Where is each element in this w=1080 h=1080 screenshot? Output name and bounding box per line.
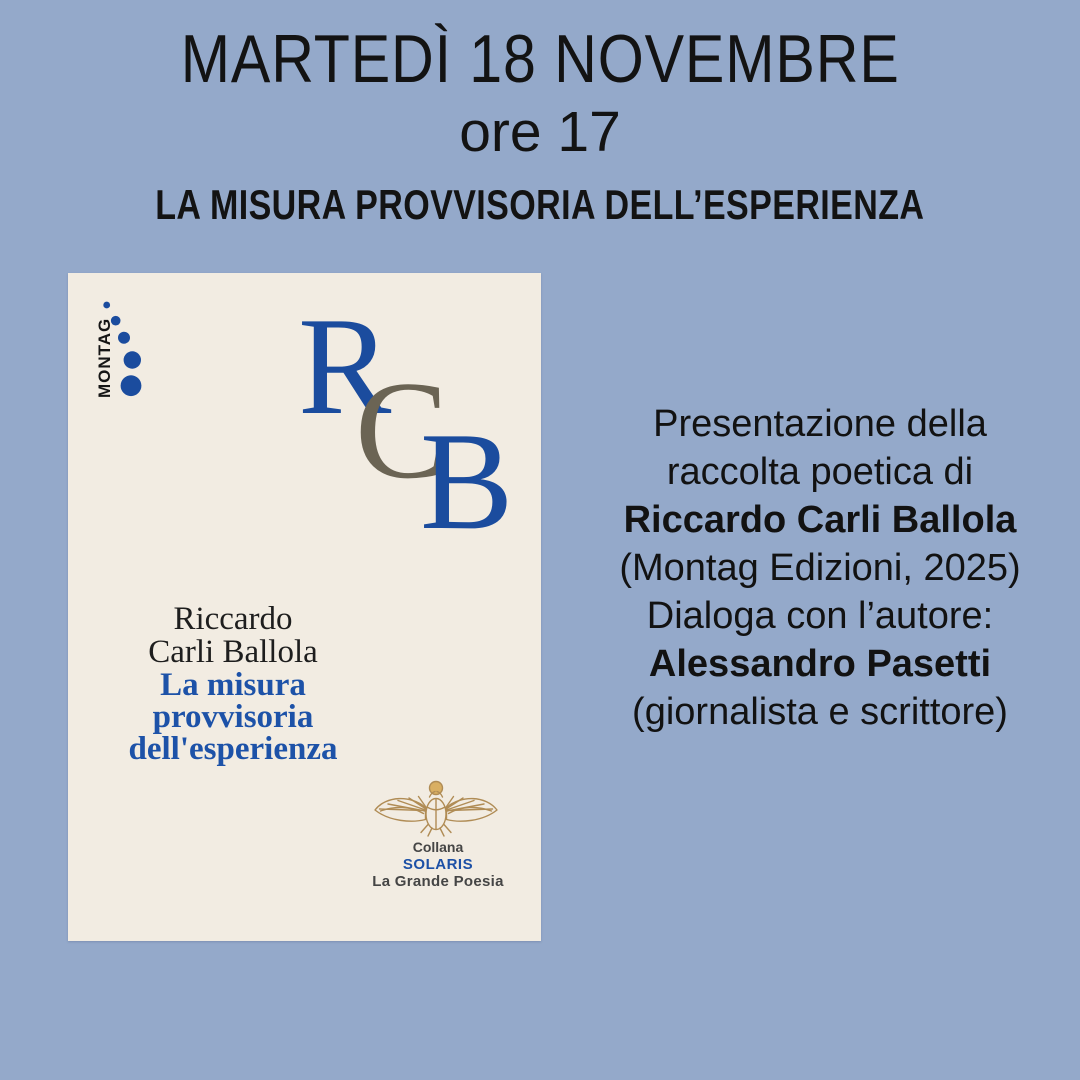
event-title (0, 181, 1080, 229)
announcement-line: Presentazione della (653, 403, 987, 445)
cover-title-line3: dell'esperienza (128, 731, 338, 767)
monogram-letter-c: C (355, 353, 449, 508)
cover-author-line2: Carli Ballola (148, 634, 318, 670)
monogram-letter-r: R (298, 289, 392, 444)
event-time: ore 17 (459, 100, 621, 164)
cover-text-block (108, 603, 358, 765)
series-name: SOLARIS (402, 856, 474, 873)
montag-publisher-logo (86, 295, 176, 430)
announcement-line: (Montag Edizioni, 2025) (619, 547, 1021, 589)
winged-scarab-icon (371, 777, 501, 841)
cover-author-line1: Riccardo (173, 601, 293, 637)
event-date (0, 20, 1080, 98)
series-tagline: La Grande Poesia (372, 873, 504, 890)
announcement-line: (giornalista e scrittore) (632, 691, 1008, 733)
series-label: Collana (412, 839, 464, 855)
cover-title-line2: provvisoria (152, 699, 314, 735)
event-date-text: MARTEDÌ 18 NOVEMBRE (180, 21, 900, 97)
book-cover (68, 273, 541, 941)
announcement-moderator-name: Alessandro Pasetti (648, 643, 992, 685)
rcb-monogram (278, 289, 578, 561)
series-block (348, 839, 528, 891)
announcement-line: Dialoga con l’autore: (646, 595, 994, 637)
monogram-letter-b: B (420, 404, 514, 559)
event-title-text: LA MISURA PROVVISORIA DELL’ESPERIENZA (155, 181, 925, 228)
announcement-line: raccolta poetica di (666, 451, 974, 493)
cover-title-line1: La misura (160, 667, 306, 703)
announcement-text (575, 400, 1065, 736)
announcement-author-name: Riccardo Carli Ballola (623, 499, 1017, 541)
montag-logo-text: MONTAG (95, 317, 114, 398)
